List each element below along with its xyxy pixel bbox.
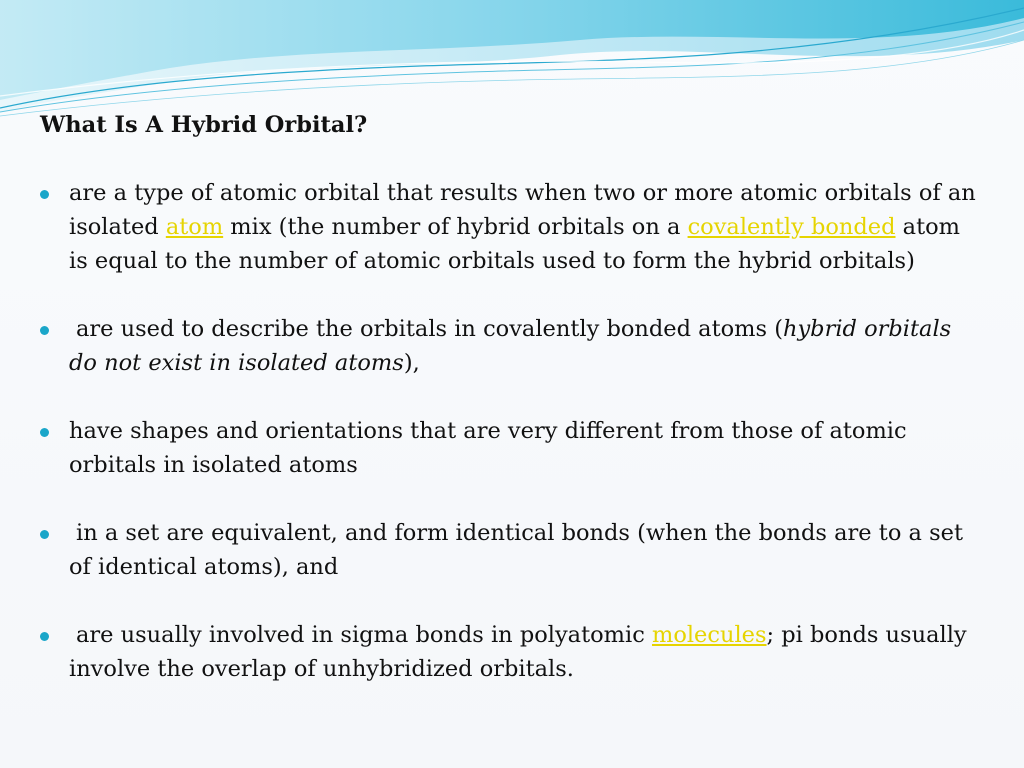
- bullet-text: are used to describe the orbitals in covalently bonded atoms (: [76, 316, 783, 342]
- bullet-dot-icon: [40, 530, 49, 539]
- list-item: [40, 414, 985, 482]
- list-item: [40, 516, 985, 584]
- list-item: [40, 312, 985, 380]
- bullet-dot-icon: [40, 428, 49, 437]
- bullet-text: atom is equal to the number of atomic orbitals used to form the hybrid orbitals): [69, 214, 961, 274]
- bullet-text: are a type of atomic orbital that results when two or more atomic orbitals of an isolated: [69, 180, 976, 240]
- slide-title: What Is A Hybrid Orbital?: [40, 112, 368, 138]
- bullet-text: in a set are equivalent, and form identical bonds (when the bonds are to a set of identical atoms), and: [69, 520, 963, 580]
- bullet-list: [40, 176, 985, 686]
- bullet-dot-icon: [40, 326, 49, 335]
- molecules-link[interactable]: molecules: [651, 622, 767, 648]
- slide-content: [40, 108, 985, 720]
- bullet-dot-icon: [40, 190, 49, 199]
- list-item: [40, 618, 985, 686]
- covalently-bonded-link[interactable]: covalently bonded: [687, 214, 896, 240]
- list-item: [40, 176, 985, 278]
- bullet-text: are usually involved in sigma bonds in polyatomic: [76, 622, 652, 648]
- atom-link[interactable]: atom: [165, 214, 224, 240]
- bullet-text: ),: [403, 350, 420, 376]
- bullet-italic-text: hybrid orbitals do not exist in isolated atoms: [69, 316, 952, 376]
- bullet-text: mix (the number of hybrid orbitals on a: [223, 214, 688, 240]
- bullet-text: have shapes and orientations that are very different from those of atomic orbitals in isolated atoms: [69, 418, 907, 478]
- bullet-dot-icon: [40, 632, 49, 641]
- bullet-text: ; pi bonds usually involve the overlap of unhybridized orbitals.: [69, 622, 967, 682]
